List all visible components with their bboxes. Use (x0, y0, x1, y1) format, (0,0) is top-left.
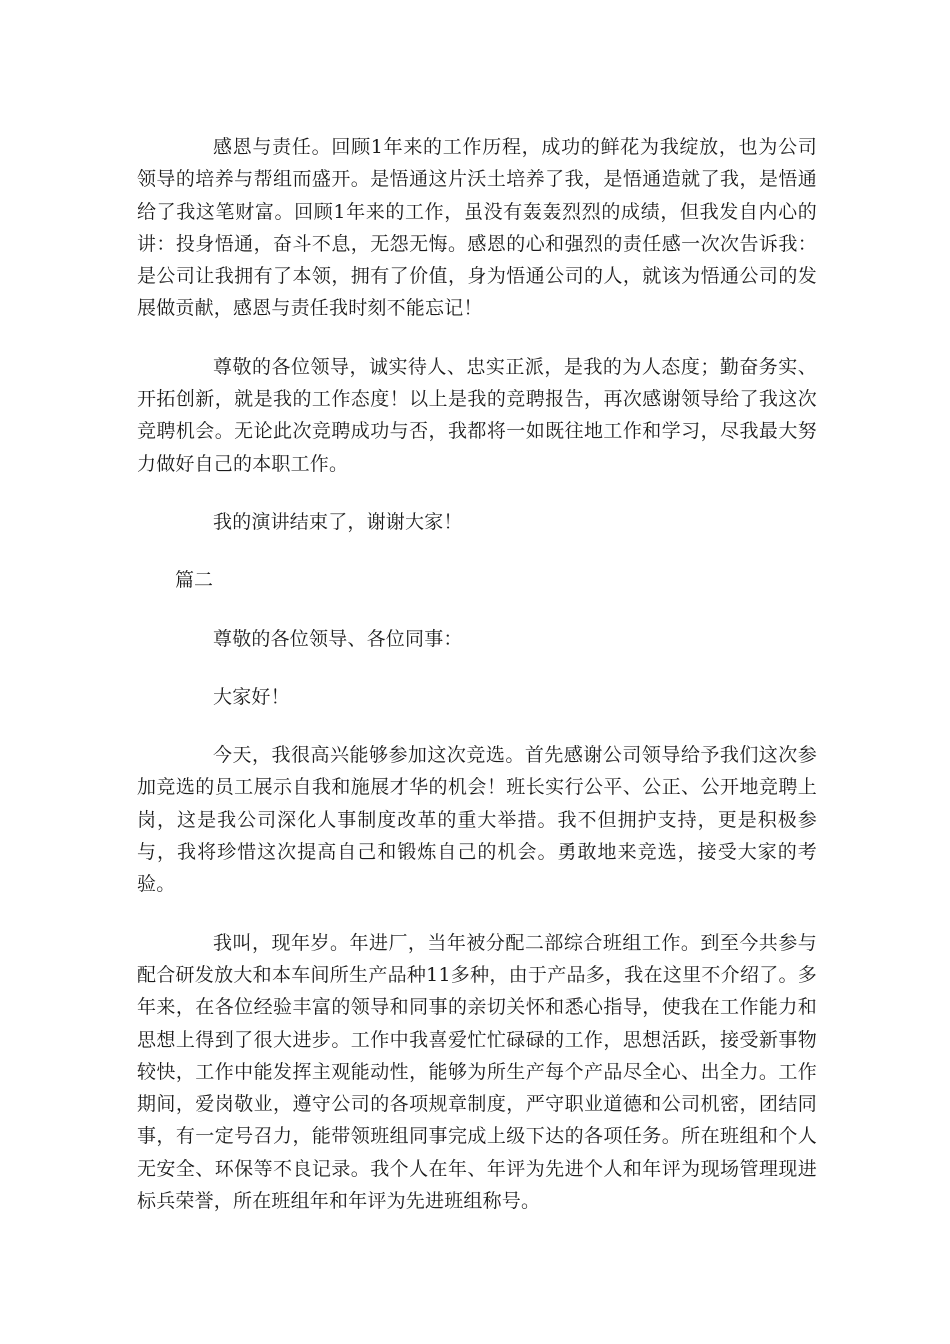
paragraph-closing: 我的演讲结束了，谢谢大家！ (213, 510, 463, 533)
paragraph-greeting: 大家好！ (213, 685, 290, 708)
paragraph-self-description: 我叫，现年岁。年进厂，当年被分配二部综合班组工作。到至今共参与配合研发放大和本车间所生产品种11多种，由于产品多，我在这里不介绍了。多年来，在各位经验丰富的领导和同事的亲切关怀和悉心指导，使我在工作能力和思想上得到了很大进步。工作中我喜爱忙忙碌碌的工作，思想活跃，接受新事物较快，工作中能发挥主观能动性，能够为所生产每个产品尽全心、出全力。工作期间，爱岗敬业，遵守公司的各项规章制度，严守职业道德和公司机密，团结同事，有一定号召力，能带领班组同事完成上级下达的各项任务。所在班组和个人无安全、环保等不良记录。我个人在年、年评为先进个人和年评为现场管理现进标兵荣誉，所在班组年和年评为先进班组称号。 (137, 931, 817, 1213)
paragraph-introduction: 今天，我很高兴能够参加这次竞选。首先感谢公司领导给予我们这次参加竞选的员工展示自我和施展才华的机会！班长实行公平、公正、公开地竞聘上岗，这是我公司深化人事制度改革的重大举措。我不但拥护支持，更是积极参与，我将珍惜这次提高自己和锻炼自己的机会。勇敢地来竞选，接受大家的考验。 (137, 744, 817, 896)
section-title: 篇二 (175, 569, 214, 592)
paragraph-attitude: 尊敬的各位领导，诚实待人、忠实正派，是我的为人态度；勤奋务实、开拓创新，就是我的工作态度！以上是我的竞聘报告，再次感谢领导给了我这次竞聘机会。无论此次竞聘成功与否，我都将一如既往地工作和学习，尽我最大努力做好自己的本职工作。 (137, 355, 817, 475)
document-body (137, 131, 817, 1217)
paragraph-salutation: 尊敬的各位领导、各位同事： (213, 627, 463, 650)
paragraph-gratitude: 感恩与责任。回顾1年来的工作历程，成功的鲜花为我绽放，也为公司领导的培养与帮组而盛开。是悟通这片沃土培养了我，是悟通造就了我，是悟通给了我这笔财富。回顾1年来的工作，虽没有轰轰烈烈的成绩，但我发自内心的讲：投身悟通，奋斗不息，无怨无悔。感恩的心和强烈的责任感一次次告诉我：是公司让我拥有了本领，拥有了价值，身为悟通公司的人，就该为悟通公司的发展做贡献，感恩与责任我时刻不能忘记！ (137, 136, 817, 320)
